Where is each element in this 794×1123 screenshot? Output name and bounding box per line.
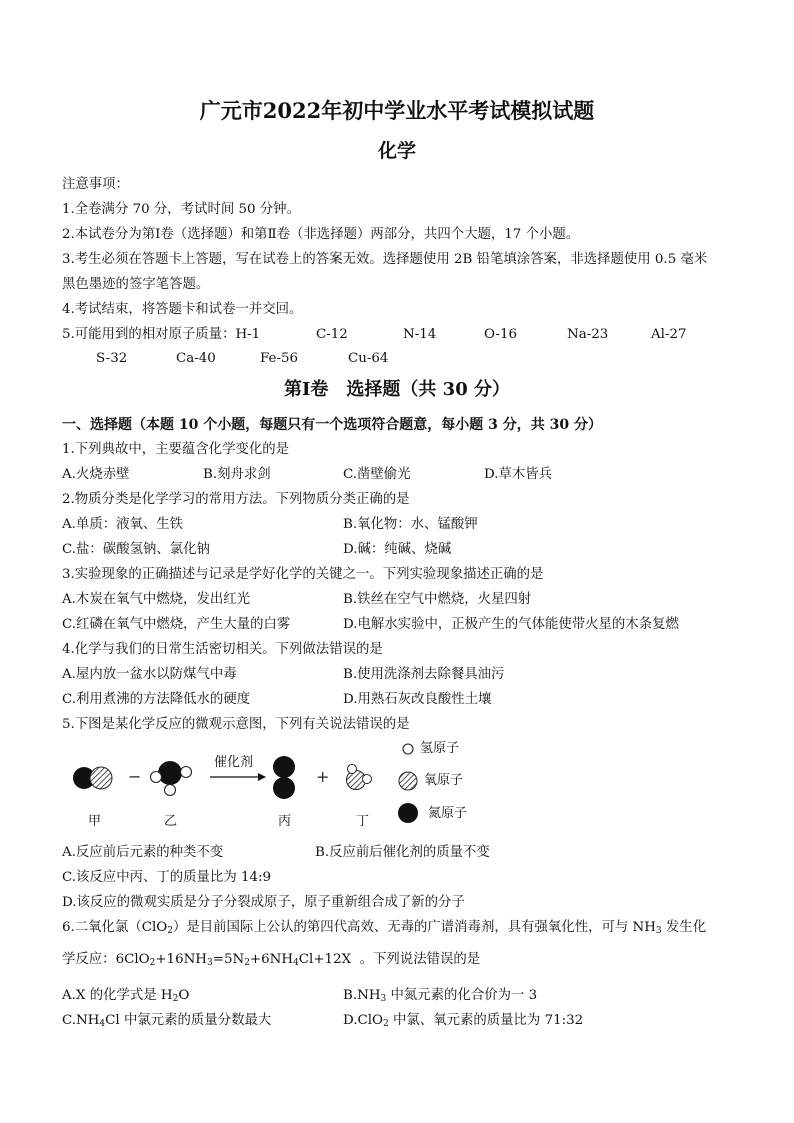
q6-eq-1-sub: 2 (149, 958, 156, 968)
note-item-1: 1.全卷满分 70 分，考试时间 50 分钟。 (62, 202, 300, 217)
note-item-4: 4.考试结束，将答题卡和试卷一并交回。 (62, 302, 303, 317)
label-ding: 丁 (356, 814, 370, 829)
mass-na: Na-23 (567, 327, 609, 342)
q6-option-b (343, 987, 537, 1008)
q2-option-c: C.盐：碳酸氢钠、氯化钠 (62, 542, 210, 557)
molecule-jia (73, 767, 112, 789)
q6-stem-a: 6.二氧化氯（ClO (62, 920, 168, 935)
question-2-stem: 2.物质分类是化学学习的常用方法。下列物质分类正确的是 (62, 492, 410, 507)
question-1-stem: 1.下列典故中，主要蕴含化学变化的是 (62, 442, 290, 457)
q6-stem-b: ）是目前国际上公认的第四代高效、无毒的广谱消毒剂，具有强氧化性，可与 NH (172, 920, 656, 935)
q6-eq-prefix: 学反应： (62, 952, 116, 967)
q6-eq-3-sub: 2 (244, 958, 250, 968)
catalyst-label: 催化剂 (214, 755, 254, 770)
q6-opt-a-tail: O (178, 988, 190, 1003)
q6-option-c (62, 1012, 271, 1033)
label-jia: 甲 (88, 814, 102, 829)
q6-equation-line (62, 951, 480, 972)
reaction-arrow-head (258, 773, 266, 781)
molecule-ding (347, 765, 372, 790)
q4-option-c: C.利用煮沸的方法降低水的硬度 (62, 692, 251, 707)
plus-sign: + (316, 767, 330, 786)
q6-opt-c-tail: Cl 中氯元素的质量分数最大 (105, 1013, 272, 1028)
q1-option-d: D.草木皆兵 (484, 467, 553, 482)
legend-nitrogen: 氮原子 (428, 806, 468, 821)
q2-option-d: D.碱：纯碱、烧碱 (343, 542, 452, 557)
legend-oxygen: 氧原子 (424, 773, 464, 788)
legend-hydrogen: 氢原子 (420, 741, 460, 756)
q4-option-d: D.用熟石灰改良酸性土壤 (343, 692, 492, 707)
label-yi: 乙 (164, 814, 178, 829)
q6-eq-4-sub: 4 (293, 958, 299, 968)
q2-option-b: B.氧化物：水、锰酸钾 (343, 517, 478, 532)
mass-s: S-32 (96, 351, 128, 366)
q6-option-d (343, 1012, 583, 1033)
molecule-bing (273, 756, 295, 799)
molecule-yi (151, 761, 192, 796)
q4-option-b: B.使用洗涤剂去除餐具油污 (343, 667, 505, 682)
q6-opt-b-sub: 3 (380, 994, 387, 1004)
notes-heading: 注意事项： (62, 177, 129, 192)
q3-option-c: C.红磷在氧气中燃烧，产生大量的白雾 (62, 617, 291, 632)
q6-opt-b-text: B.NH (343, 988, 381, 1003)
mass-fe: Fe-56 (260, 351, 299, 366)
q6-opt-d-tail: 中氯、氧元素的质量比为 71:32 (388, 1013, 584, 1028)
q6-eq-suffix: 。下列说法错误的是 (359, 952, 481, 967)
mass-cu: Cu-64 (348, 351, 389, 366)
mass-n: N-14 (403, 327, 437, 342)
mass-c: C-12 (316, 327, 348, 342)
q6-eq-1: 6ClO (115, 952, 150, 967)
q5-option-c: C.该反应中丙、丁的质量比为 14:9 (62, 870, 272, 885)
page-title: 广元市2022年初中学业水平考试模拟试题 (199, 98, 595, 123)
q6-stem-c: 发生化 (661, 920, 707, 935)
note-item-3-cont: 黑色墨迹的签字笔答题。 (62, 277, 210, 292)
q2-option-a: A.单质：液氧、生铁 (62, 517, 184, 532)
subject-title: 化学 (377, 140, 416, 162)
nitrogen-atom-icon (398, 803, 418, 823)
note-item-3: 3.考生必须在答题卡上答题，写在试卷上的答案无效。选择题使用 2B 铅笔填涂答案，非选择题使用 0.5 毫米 (62, 252, 708, 267)
q1-option-b: B.刻舟求剑 (203, 467, 271, 482)
note-item-5: 5.可能用到的相对原子质量：H-1 (62, 327, 261, 342)
part-heading: 一、选择题（本题 10 个小题，每题只有一个选项符合题意，每小题 3 分，共 30 分） (62, 417, 602, 433)
q6-opt-d-text: D.ClO (343, 1013, 384, 1028)
mass-ca: Ca-40 (176, 351, 216, 366)
mass-al: Al-27 (651, 327, 687, 342)
oxygen-atom-icon (399, 772, 417, 790)
q6-stem-a-sub: 2 (167, 926, 173, 936)
legend-icons (398, 739, 418, 825)
q3-option-d: D.电解水实验中，正极产生的气体能使带火星的木条复燃 (343, 617, 679, 632)
q3-option-b: B.铁丝在空气中燃烧，火星四射 (343, 592, 532, 607)
q1-option-c: C.凿壁偷光 (343, 467, 411, 482)
q5-option-b: B.反应前后催化剂的质量不变 (315, 845, 490, 860)
q6-opt-c-text: C.NH (62, 1013, 100, 1028)
minus-sign: − (128, 767, 142, 786)
hydrogen-atom-icon (403, 744, 413, 754)
note-item-2: 2.本试卷分为第Ⅰ卷（选择题）和第Ⅱ卷（非选择题）两部分，共四个大题，17 个小题。 (62, 227, 580, 242)
question-4-stem: 4.化学与我们的日常生活密切相关。下列做法错误的是 (62, 642, 383, 657)
q6-opt-a-sub: 2 (172, 994, 179, 1004)
q6-eq-4: +6NH (249, 952, 294, 967)
q1-option-a: A.火烧赤壁 (62, 467, 130, 482)
mass-o: O-16 (484, 327, 518, 342)
q6-stem-b-sub: 3 (655, 926, 662, 936)
label-bing: 丙 (278, 814, 292, 829)
q5-option-d: D.该反应的微观实质是分子分裂成原子，原子重新组合成了新的分子 (62, 895, 465, 910)
q6-opt-d-sub: 2 (383, 1019, 389, 1029)
q6-opt-c-sub: 4 (99, 1019, 106, 1029)
q6-opt-b-tail: 中氮元素的化合价为一 3 (386, 988, 538, 1003)
q3-option-a: A.木炭在氧气中燃烧，发出红光 (62, 592, 251, 607)
q6-eq-2-sub: 3 (206, 958, 213, 968)
q4-option-a: A.屋内放一盆水以防煤气中毒 (62, 667, 237, 682)
q6-eq-5: Cl+12X (298, 952, 352, 967)
q6-eq-2: +16NH (155, 952, 207, 967)
q5-option-a: A.反应前后元素的种类不变 (62, 845, 224, 860)
reaction-diagram (62, 736, 482, 830)
section-title: 第Ⅰ卷 选择题（共 30 分） (283, 379, 510, 400)
q6-opt-a-text: A.X 的化学式是 H (62, 988, 173, 1003)
q6-eq-3: =5N (212, 952, 245, 967)
question-3-stem: 3.实验现象的正确描述与记录是学好化学的关键之一。下列实验现象描述正确的是 (62, 567, 544, 582)
q6-option-a (62, 987, 189, 1008)
question-6-stem (62, 919, 706, 940)
question-5-stem: 5.下图是某化学反应的微观示意图，下列有关说法错误的是 (62, 717, 410, 732)
